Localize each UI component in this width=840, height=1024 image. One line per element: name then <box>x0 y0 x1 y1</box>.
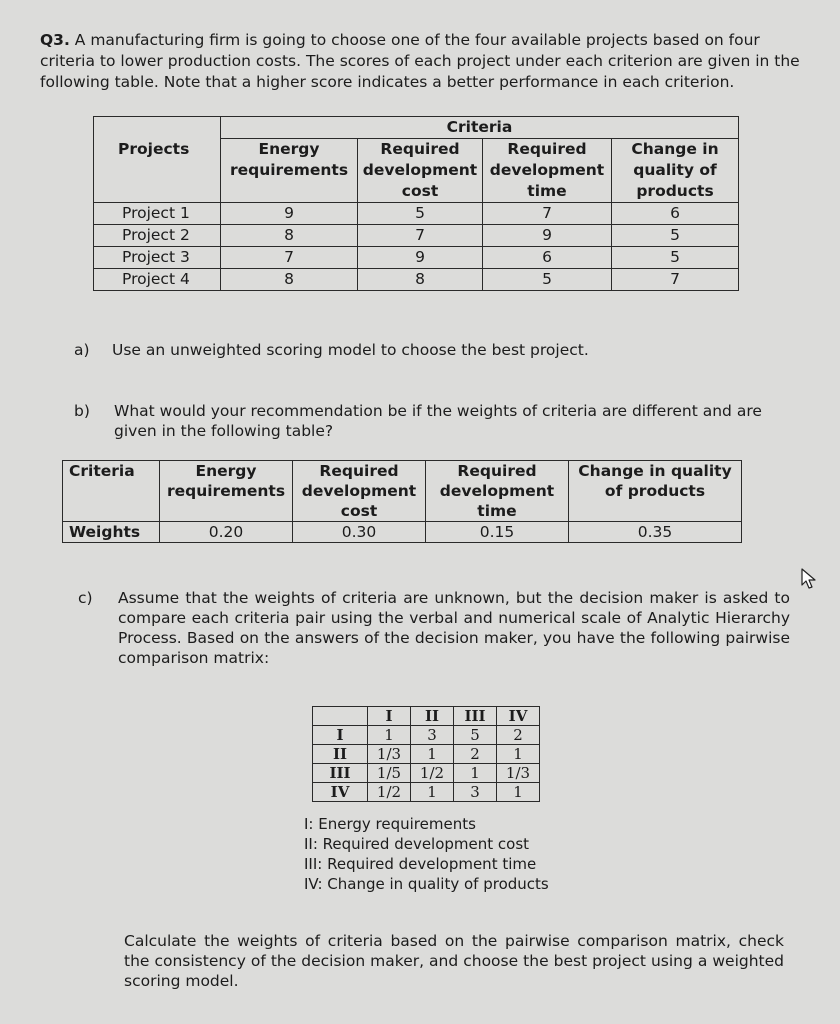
weight-value: 0.15 <box>426 522 569 543</box>
matrix-cell: 3 <box>454 783 497 802</box>
project-name: Project 2 <box>94 225 221 247</box>
question-number: Q3. <box>40 31 70 49</box>
project-name: Project 3 <box>94 247 221 269</box>
table-row <box>94 269 739 291</box>
part-a <box>74 340 814 360</box>
matrix-cell: 1 <box>411 783 454 802</box>
matrix-cell: 1/3 <box>368 745 411 764</box>
table-row <box>313 783 540 802</box>
matrix-row-header: III <box>313 764 368 783</box>
table-row <box>313 745 540 764</box>
projects-header: Projects <box>94 139 221 203</box>
col-header-dev-cost: Required development cost <box>358 139 483 203</box>
table-row <box>63 522 742 543</box>
legend-item: IV: Change in quality of products <box>304 875 549 893</box>
table-row <box>313 726 540 745</box>
matrix-col-header: IV <box>497 707 540 726</box>
matrix-cell: 3 <box>411 726 454 745</box>
part-b <box>74 401 804 441</box>
final-instruction: Calculate the weights of criteria based on the pairwise comparison matrix, check the consistency of the decision maker, and choose the best project using a weighted scoring model. <box>124 932 784 990</box>
matrix-row-header: IV <box>313 783 368 802</box>
matrix-cell: 1 <box>497 783 540 802</box>
weight-col-dev-time: Required development time <box>426 461 569 522</box>
table-row <box>94 225 739 247</box>
mouse-pointer-icon <box>800 568 818 590</box>
question-heading <box>40 30 810 93</box>
weights-label: Weights <box>63 522 160 543</box>
score-cell: 5 <box>358 203 483 225</box>
part-a-label: a) <box>74 341 90 359</box>
matrix-col-header: III <box>454 707 497 726</box>
matrix-row-header: II <box>313 745 368 764</box>
part-a-text: Use an unweighted scoring model to choose the best project. <box>112 341 589 359</box>
score-cell: 7 <box>221 247 358 269</box>
score-cell: 6 <box>612 203 739 225</box>
part-c <box>78 588 790 668</box>
part-c-label: c) <box>78 589 93 607</box>
matrix-col-header: II <box>411 707 454 726</box>
score-cell: 7 <box>483 203 612 225</box>
score-cell: 5 <box>483 269 612 291</box>
matrix-row-header: I <box>313 726 368 745</box>
matrix-cell: 1 <box>497 745 540 764</box>
matrix-cell: 1/5 <box>368 764 411 783</box>
criteria-header: Criteria <box>221 117 739 139</box>
matrix-cell: 1 <box>368 726 411 745</box>
score-cell: 9 <box>358 247 483 269</box>
question-text: A manufacturing firm is going to choose one of the four available projects based on four criteria to lower production costs. The scores of each project under each criterion are given in the following table. Note that a higher score indicates a better performance in each criterion. <box>40 31 800 91</box>
matrix-cell: 5 <box>454 726 497 745</box>
weights-table <box>62 460 742 543</box>
matrix-col-header: I <box>368 707 411 726</box>
weight-value: 0.20 <box>160 522 293 543</box>
weight-value: 0.35 <box>569 522 742 543</box>
col-header-energy: Energy requirements <box>221 139 358 203</box>
legend-item: II: Required development cost <box>304 835 530 853</box>
project-name: Project 4 <box>94 269 221 291</box>
col-header-dev-time: Required development time <box>483 139 612 203</box>
score-cell: 9 <box>483 225 612 247</box>
legend-item: III: Required development time <box>304 855 537 873</box>
matrix-legend <box>304 814 549 894</box>
weight-col-energy: Energy requirements <box>160 461 293 522</box>
matrix-cell: 2 <box>497 726 540 745</box>
project-name: Project 1 <box>94 203 221 225</box>
matrix-cell: 1 <box>411 745 454 764</box>
score-cell: 8 <box>221 269 358 291</box>
matrix-cell: 1/2 <box>368 783 411 802</box>
matrix-cell: 1 <box>454 764 497 783</box>
part-b-text: What would your recommendation be if the weights of criteria are different and are given in the following table? <box>114 402 762 440</box>
score-cell: 9 <box>221 203 358 225</box>
matrix-cell: 2 <box>454 745 497 764</box>
score-cell: 5 <box>612 225 739 247</box>
part-c-text: Assume that the weights of criteria are unknown, but the decision maker is asked to compare each criteria pair using the verbal and numerical scale of Analytic Hierarchy Process. Based on the answers of the decision maker, you have the following pairwise comparison matrix: <box>118 589 790 667</box>
table-row <box>313 764 540 783</box>
weight-col-dev-cost: Required development cost <box>293 461 426 522</box>
score-cell: 8 <box>221 225 358 247</box>
col-header-quality: Change in quality of products <box>612 139 739 203</box>
matrix-cell: 1/2 <box>411 764 454 783</box>
score-cell: 7 <box>358 225 483 247</box>
table-row <box>94 247 739 269</box>
part-b-label: b) <box>74 402 90 420</box>
pairwise-matrix <box>312 706 540 802</box>
score-cell: 7 <box>612 269 739 291</box>
legend-item: I: Energy requirements <box>304 815 476 833</box>
table-row <box>94 203 739 225</box>
matrix-cell: 1/3 <box>497 764 540 783</box>
weight-value: 0.30 <box>293 522 426 543</box>
weight-col-quality: Change in quality of products <box>569 461 742 522</box>
score-table <box>93 116 739 291</box>
score-cell: 6 <box>483 247 612 269</box>
criteria-label: Criteria <box>63 461 160 522</box>
score-cell: 5 <box>612 247 739 269</box>
score-cell: 8 <box>358 269 483 291</box>
